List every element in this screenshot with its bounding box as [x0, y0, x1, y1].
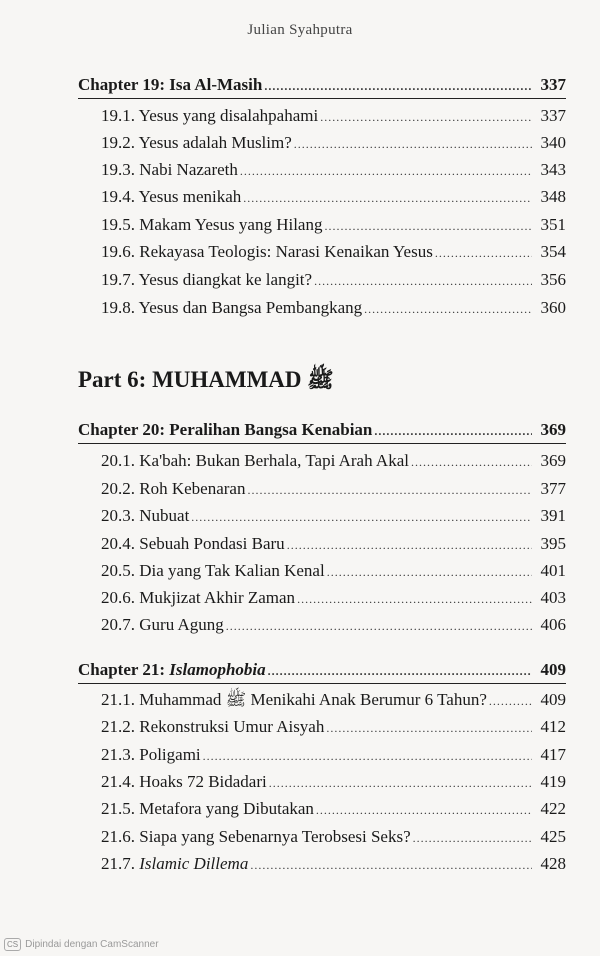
- dot-leader: [411, 451, 532, 473]
- page-number: 403: [540, 588, 566, 607]
- section-title-part: 21.1. Muhammad: [101, 690, 226, 709]
- section-title: 20.1. Ka'bah: Bukan Berhala, Tapi Arah Akal: [101, 451, 409, 470]
- chapter-title-prefix: Chapter 21:: [78, 660, 170, 679]
- section-title: 20.4. Sebuah Pondasi Baru: [101, 534, 285, 553]
- section-21-4[interactable]: [101, 771, 566, 794]
- page-number: 340: [540, 133, 566, 152]
- page-number: 409: [540, 690, 566, 709]
- section-21-1[interactable]: [101, 689, 566, 712]
- section-19-2[interactable]: [101, 132, 566, 155]
- dot-leader: [191, 506, 532, 528]
- dot-leader: [203, 745, 532, 767]
- chapter-title: [78, 659, 266, 681]
- chapter-21-entry[interactable]: [78, 659, 566, 682]
- camscanner-logo-icon: CS: [4, 938, 21, 951]
- dot-leader: [364, 298, 532, 320]
- chapter-title: Chapter 19: Isa Al-Masih: [78, 75, 263, 94]
- chapter-19-entry[interactable]: [78, 74, 566, 97]
- dot-leader: [294, 133, 532, 155]
- section-19-6[interactable]: [101, 241, 566, 264]
- section-20-6[interactable]: [101, 587, 566, 610]
- section-title: 19.7. Yesus diangkat ke langit?: [101, 270, 313, 289]
- page-number: 406: [540, 615, 566, 634]
- page-number: 343: [540, 160, 566, 179]
- part-6-heading: [78, 366, 334, 398]
- section-title: 20.2. Roh Kebenaran: [101, 479, 246, 498]
- section-title: 20.5. Dia yang Tak Kalian Kenal: [101, 561, 325, 580]
- dot-leader: [314, 270, 532, 292]
- page-number: 417: [540, 745, 566, 764]
- section-title: 20.3. Nubuat: [101, 506, 190, 525]
- page-number: 422: [540, 799, 566, 818]
- section-title: 19.8. Yesus dan Bangsa Pembangkang: [101, 298, 363, 317]
- scanner-watermark: [4, 938, 159, 951]
- dot-leader: [413, 827, 532, 849]
- divider: [78, 443, 566, 444]
- section-title: 21.5. Metafora yang Dibutakan: [101, 799, 314, 818]
- dot-leader: [243, 187, 532, 209]
- section-title: 19.4. Yesus menikah: [101, 187, 242, 206]
- page-number: 377: [540, 479, 566, 498]
- page-number: 348: [540, 187, 566, 206]
- section-title: 21.3. Poligami: [101, 745, 201, 764]
- dot-leader: [316, 799, 532, 821]
- dot-leader: [287, 534, 532, 556]
- section-title: 21.4. Hoaks 72 Bidadari: [101, 772, 267, 791]
- section-21-5[interactable]: [101, 798, 566, 821]
- section-20-4[interactable]: [101, 533, 566, 556]
- part-title: Part 6: MUHAMMAD: [78, 367, 302, 392]
- dot-leader: [264, 75, 532, 97]
- page-number: 419: [540, 772, 566, 791]
- dot-leader: [489, 690, 532, 712]
- section-title: 21.2. Rekonstruksi Umur Aisyah: [101, 717, 325, 736]
- section-title: 19.1. Yesus yang disalahpahami: [101, 106, 319, 125]
- page-number: 412: [540, 717, 566, 736]
- section-title-italic: Islamic Dillema: [139, 854, 249, 873]
- section-20-1[interactable]: [101, 450, 566, 473]
- section-title: 19.3. Nabi Nazareth: [101, 160, 238, 179]
- section-19-1[interactable]: [101, 105, 566, 128]
- section-title: 19.5. Makam Yesus yang Hilang: [101, 215, 323, 234]
- dot-leader: [240, 160, 532, 182]
- pbuh-glyph: ﷺ: [225, 690, 247, 709]
- page-number: 401: [540, 561, 566, 580]
- section-19-3[interactable]: [101, 159, 566, 182]
- section-title: [101, 689, 487, 711]
- dot-leader: [326, 717, 532, 739]
- section-title-part: Menikahi Anak Berumur 6 Tahun?: [246, 690, 487, 709]
- chapter-20-entry[interactable]: [78, 419, 566, 442]
- page-number: 369: [540, 451, 566, 470]
- section-19-8[interactable]: [101, 297, 566, 320]
- section-19-7[interactable]: [101, 269, 566, 292]
- section-19-4[interactable]: [101, 186, 566, 209]
- section-21-7[interactable]: [101, 853, 566, 876]
- dot-leader: [268, 660, 532, 682]
- section-20-3[interactable]: [101, 505, 566, 528]
- page-number: 409: [540, 660, 566, 679]
- section-title: 20.6. Mukjizat Akhir Zaman: [101, 588, 296, 607]
- page-number: 425: [540, 827, 566, 846]
- pbuh-glyph: ﷺ: [307, 368, 334, 392]
- section-title: 20.7. Guru Agung: [101, 615, 224, 634]
- page-number: 369: [540, 420, 566, 439]
- page-number: 360: [540, 298, 566, 317]
- page-number: 356: [540, 270, 566, 289]
- page-number: 337: [540, 106, 566, 125]
- page-number: 428: [540, 854, 566, 873]
- watermark-text: Dipindai dengan CamScanner: [25, 939, 159, 950]
- section-20-5[interactable]: [101, 560, 566, 583]
- section-21-3[interactable]: [101, 744, 566, 767]
- section-title: 19.2. Yesus adalah Muslim?: [101, 133, 292, 152]
- section-20-7[interactable]: [101, 614, 566, 637]
- section-21-2[interactable]: [101, 716, 566, 739]
- section-title: 19.6. Rekayasa Teologis: Narasi Kenaikan Yesus: [101, 242, 433, 261]
- section-19-5[interactable]: [101, 214, 566, 237]
- page-number: 395: [540, 534, 566, 553]
- dot-leader: [226, 615, 532, 637]
- section-title: 21.6. Siapa yang Sebenarnya Terobsesi Seks?: [101, 827, 411, 846]
- section-title-prefix: 21.7.: [101, 854, 140, 873]
- dot-leader: [327, 561, 532, 583]
- page-number: 351: [540, 215, 566, 234]
- divider: [78, 98, 566, 99]
- page-number: 337: [540, 75, 566, 94]
- section-title: [101, 853, 248, 875]
- running-header: Julian Syahputra: [247, 22, 353, 38]
- dot-leader: [297, 588, 532, 610]
- dot-leader: [435, 242, 532, 264]
- dot-leader: [374, 420, 532, 442]
- dot-leader: [250, 854, 532, 876]
- chapter-title-italic: Islamophobia: [169, 660, 266, 679]
- section-20-2[interactable]: [101, 478, 566, 501]
- page-number: 354: [540, 242, 566, 261]
- chapter-title: Chapter 20: Peralihan Bangsa Kenabian: [78, 420, 373, 439]
- dot-leader: [320, 106, 532, 128]
- divider: [78, 683, 566, 684]
- dot-leader: [269, 772, 532, 794]
- page-number: 391: [540, 506, 566, 525]
- dot-leader: [324, 215, 532, 237]
- section-21-6[interactable]: [101, 826, 566, 849]
- dot-leader: [247, 479, 532, 501]
